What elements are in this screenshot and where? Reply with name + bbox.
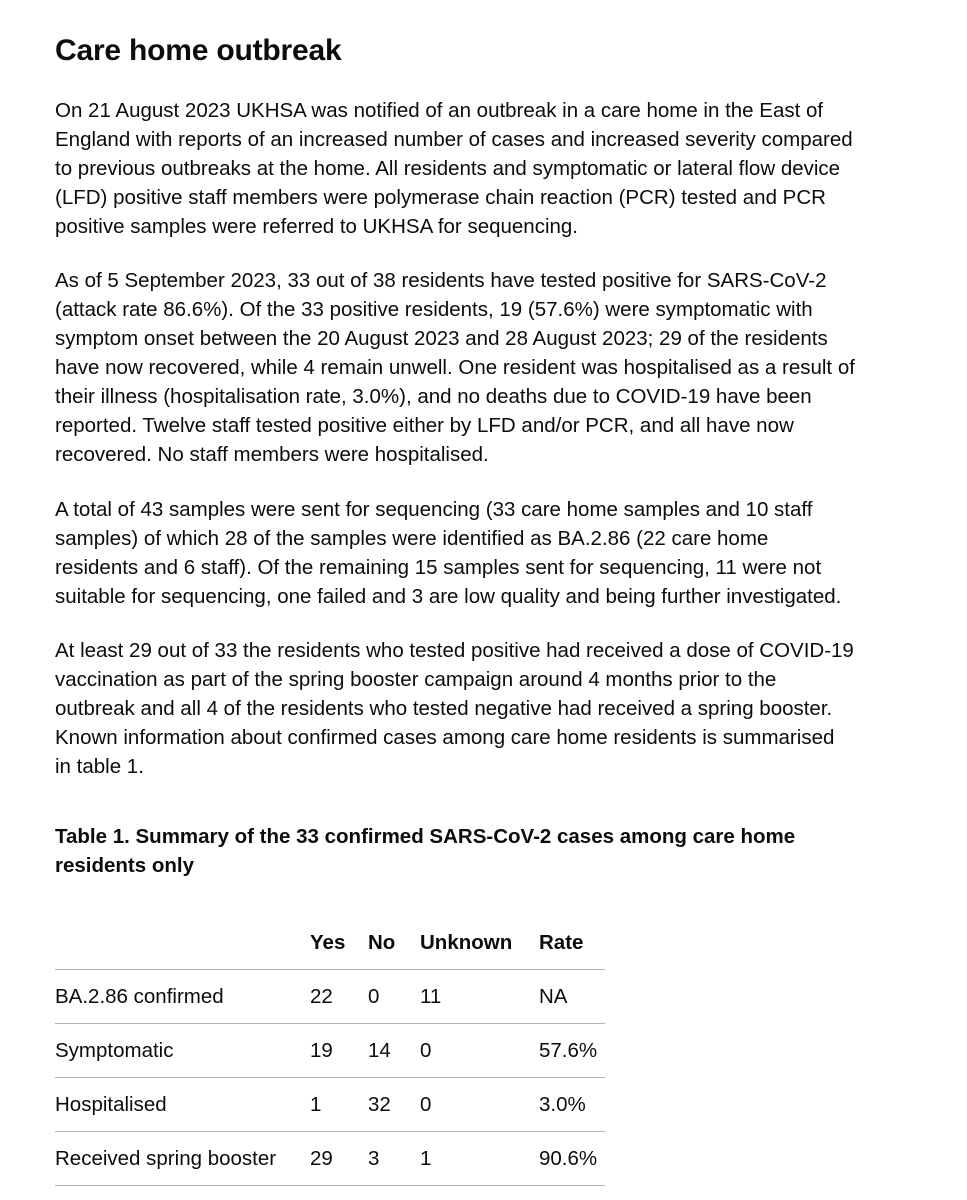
caption-line: Table 1. Summary of the 33 confirmed SARS-CoV-2 cases among care home xyxy=(55,825,796,848)
yes-cell: 1 xyxy=(310,1078,368,1132)
paragraph-line: vaccination as part of the spring booster campaign around 4 months prior to the xyxy=(55,668,777,691)
rate-cell: 90.6% xyxy=(539,1132,605,1186)
header-rate: Rate xyxy=(539,930,584,954)
page-title: Care home outbreak xyxy=(55,34,342,67)
paragraph-line: residents and 6 staff). Of the remaining 15 samples sent for sequencing, 11 were not xyxy=(55,556,822,579)
paragraph-line: have now recovered, while 4 remain unwell. One resident was hospitalised as a result of xyxy=(55,356,855,379)
paragraph-line: outbreak and all 4 of the residents who tested negative had received a spring booster. xyxy=(55,697,833,720)
row-label: BA.2.86 confirmed xyxy=(55,970,310,1024)
unknown-cell: 11 xyxy=(420,970,539,1024)
paragraph-line: in table 1. xyxy=(55,755,144,778)
row-label: Symptomatic xyxy=(55,1024,310,1078)
paragraph-outbreak-notification xyxy=(55,96,853,241)
paragraph-line: positive samples were referred to UKHSA for sequencing. xyxy=(55,215,579,238)
paragraph-line: A total of 43 samples were sent for sequencing (33 care home samples and 10 staff xyxy=(55,498,813,521)
paragraph-line: to previous outbreaks at the home. All residents and symptomatic or lateral flow device xyxy=(55,157,841,180)
unknown-cell: 0 xyxy=(420,1078,539,1132)
table-row xyxy=(55,1024,605,1078)
table-header-row xyxy=(55,916,605,970)
paragraph-line: At least 29 out of 33 the residents who tested positive had received a dose of COVID-19 xyxy=(55,639,854,662)
header-unknown: Unknown xyxy=(420,930,513,954)
yes-cell: 29 xyxy=(310,1132,368,1186)
unknown-cell: 1 xyxy=(420,1132,539,1186)
rate-cell: 3.0% xyxy=(539,1078,605,1132)
no-cell: 0 xyxy=(368,970,420,1024)
table-row xyxy=(55,1132,605,1186)
no-cell: 32 xyxy=(368,1078,420,1132)
paragraph-line: their illness (hospitalisation rate, 3.0%), and no deaths due to COVID-19 have been xyxy=(55,385,812,408)
header-yes: Yes xyxy=(310,930,346,954)
table-caption xyxy=(55,822,795,880)
yes-cell: 22 xyxy=(310,970,368,1024)
paragraph-line: (LFD) positive staff members were polymerase chain reaction (PCR) tested and PCR xyxy=(55,186,826,209)
table-row xyxy=(55,970,605,1024)
paragraph-sequencing xyxy=(55,495,841,611)
unknown-cell: 0 xyxy=(420,1024,539,1078)
paragraph-line: reported. Twelve staff tested positive either by LFD and/or PCR, and all have now xyxy=(55,414,794,437)
paragraph-line: suitable for sequencing, one failed and 3 are low quality and being further investigated. xyxy=(55,585,842,608)
rate-cell: 57.6% xyxy=(539,1024,605,1078)
header-no: No xyxy=(368,930,396,954)
paragraph-line: Known information about confirmed cases among care home residents is summarised xyxy=(55,726,835,749)
paragraph-line: symptom onset between the 20 August 2023 and 28 August 2023; 29 of the residents xyxy=(55,327,828,350)
row-label: Received spring booster xyxy=(55,1132,310,1186)
paragraph-line: England with reports of an increased number of cases and increased severity compared xyxy=(55,128,853,151)
summary-table xyxy=(55,916,605,1186)
header-cell xyxy=(55,916,310,970)
no-cell: 3 xyxy=(368,1132,420,1186)
paragraph-case-summary xyxy=(55,266,855,469)
table-row xyxy=(55,1078,605,1132)
paragraph-line: On 21 August 2023 UKHSA was notified of an outbreak in a care home in the East of xyxy=(55,99,824,122)
row-label: Hospitalised xyxy=(55,1078,310,1132)
paragraph-line: samples) of which 28 of the samples were identified as BA.2.86 (22 care home xyxy=(55,527,769,550)
yes-cell: 19 xyxy=(310,1024,368,1078)
caption-line: residents only xyxy=(55,854,194,877)
paragraph-vaccination xyxy=(55,636,854,781)
rate-cell: NA xyxy=(539,970,605,1024)
no-cell: 14 xyxy=(368,1024,420,1078)
paragraph-line: As of 5 September 2023, 33 out of 38 residents have tested positive for SARS-CoV-2 xyxy=(55,269,827,292)
paragraph-line: recovered. No staff members were hospitalised. xyxy=(55,443,489,466)
paragraph-line: (attack rate 86.6%). Of the 33 positive residents, 19 (57.6%) were symptomatic with xyxy=(55,298,813,321)
